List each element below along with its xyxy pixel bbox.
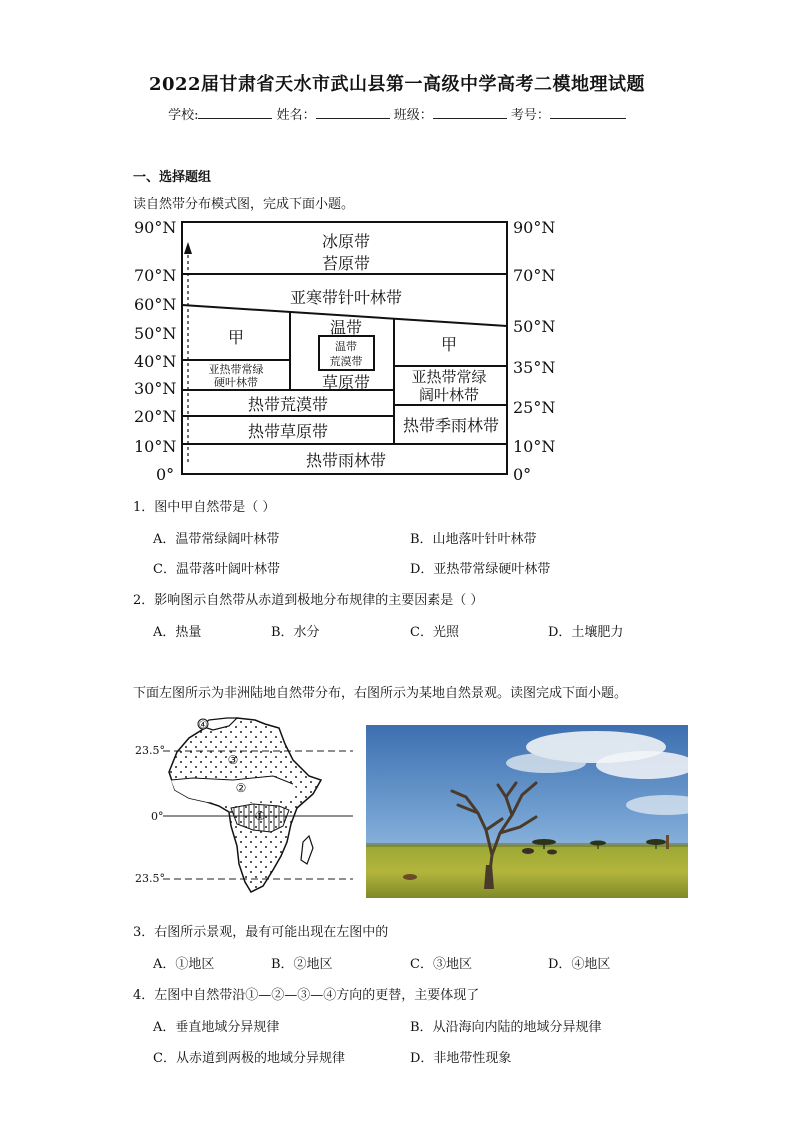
africa-map (133, 714, 358, 904)
zone-temperate-desert-1: 温带 (335, 340, 357, 353)
left-lat-30: 30°N (134, 379, 177, 398)
map-lat-equator: 0° (151, 810, 164, 823)
right-lat-0: 0° (513, 465, 532, 482)
savanna-photo (366, 725, 688, 898)
q1-option-b[interactable]: B．山地落叶针叶林带 (410, 532, 537, 547)
class-label: 班级： (393, 108, 433, 123)
q2-stem: 2．影响图示自然带从赤道到极地分布规律的主要因素是（ ） (133, 593, 484, 608)
zone-jia-left: 甲 (227, 328, 245, 347)
zone-jia-right: 甲 (440, 335, 458, 354)
right-lat-35: 35°N (513, 358, 556, 377)
left-lat-60: 60°N (134, 295, 177, 314)
q1-option-d[interactable]: D．亚热带常绿硬叶林带 (410, 562, 551, 577)
zone-tundra: 苔原带 (321, 254, 371, 273)
q3-option-b[interactable]: B．②地区 (271, 957, 333, 972)
exam-no-label: 考号： (510, 108, 550, 123)
q2-option-c[interactable]: C．光照 (410, 625, 459, 640)
right-lat-25: 25°N (513, 398, 556, 417)
left-lat-40: 40°N (134, 352, 177, 371)
q3-option-d[interactable]: D．④地区 (548, 957, 611, 972)
left-lat-50: 50°N (134, 324, 177, 343)
q3-option-c[interactable]: C．③地区 (410, 957, 472, 972)
school-field[interactable] (198, 105, 272, 119)
q2-option-d[interactable]: D．土壤肥力 (548, 625, 624, 640)
intro-text-1: 读自然带分布模式图，完成下面小题。 (133, 197, 355, 212)
student-info-line (0, 104, 794, 123)
q4-option-b[interactable]: B．从沿海向内陆的地域分异规律 (410, 1020, 602, 1035)
q4-stem: 4．左图中自然带沿①—②—③—④方向的更替，主要体现了 (133, 988, 480, 1003)
q4-option-c[interactable]: C．从赤道到两极的地域分异规律 (153, 1051, 345, 1066)
q4-option-d[interactable]: D．非地带性现象 (410, 1051, 512, 1066)
left-lat-10: 10°N (134, 437, 177, 456)
right-lat-50: 50°N (513, 317, 556, 336)
q3-stem: 3．右图所示景观，最有可能出现在左图中的 (133, 925, 389, 940)
zone-tropical-grassland: 热带草原带 (247, 422, 329, 441)
zone-subtropical-hard-1: 亚热带常绿 (208, 363, 264, 376)
natural-zone-diagram (126, 212, 566, 482)
map-lat-north: 23.5° (135, 744, 165, 757)
left-lat-90: 90°N (134, 218, 177, 237)
section-heading: 一、选择题组 (133, 170, 212, 185)
name-field[interactable] (316, 105, 390, 119)
right-lat-70: 70°N (513, 266, 556, 285)
zone-temperate: 温带 (329, 318, 363, 337)
zone-temperate-desert-2: 荒漠带 (329, 355, 363, 368)
zone-tropical-monsoon: 热带季雨林带 (402, 416, 500, 435)
zone-tropical-rain: 热带雨林带 (305, 451, 387, 470)
q2-option-a[interactable]: A．热量 (153, 625, 202, 640)
map-marker-4: ④ (198, 720, 208, 731)
school-label: 学校: (168, 108, 199, 123)
q1-stem: 1．图中甲自然带是（ ） (133, 500, 276, 515)
q3-option-a[interactable]: A．①地区 (153, 957, 215, 972)
q4-option-a[interactable]: A．垂直地域分异规律 (153, 1020, 280, 1035)
map-marker-3: ③ (227, 753, 239, 767)
zone-subtropical-hard-2: 硬叶林带 (214, 376, 258, 389)
zone-taiga: 亚寒带针叶林带 (289, 288, 403, 307)
q1-option-a[interactable]: A．温带常绿阔叶林带 (153, 532, 280, 547)
map-lat-south: 23.5° (135, 872, 165, 885)
map-marker-1: ① (254, 809, 266, 823)
left-lat-0: 0° (156, 465, 175, 482)
zone-grassland: 草原带 (321, 373, 371, 392)
left-lat-70: 70°N (134, 266, 177, 285)
zone-tropical-desert: 热带荒漠带 (247, 395, 329, 414)
q1-option-c[interactable]: C．温带落叶阔叶林带 (153, 562, 280, 577)
exam-no-field[interactable] (550, 105, 626, 119)
q2-option-b[interactable]: B．水分 (271, 625, 320, 640)
left-lat-20: 20°N (134, 407, 177, 426)
right-lat-10: 10°N (513, 437, 556, 456)
zone-ice: 冰原带 (321, 232, 371, 251)
page-title: 2022届甘肃省天水市武山县第一高级中学高考二模地理试题 (148, 74, 646, 95)
right-lat-90: 90°N (513, 218, 556, 237)
class-field[interactable] (433, 105, 507, 119)
map-marker-2: ② (235, 781, 247, 795)
intro-text-2: 下面左图所示为非洲陆地自然带分布，右图所示为某地自然景观。读图完成下面小题。 (133, 686, 628, 701)
name-label: 姓名： (276, 108, 316, 123)
zone-subtropical-broad-2: 阔叶林带 (418, 386, 480, 404)
zone-subtropical-broad-1: 亚热带常绿 (411, 368, 487, 386)
